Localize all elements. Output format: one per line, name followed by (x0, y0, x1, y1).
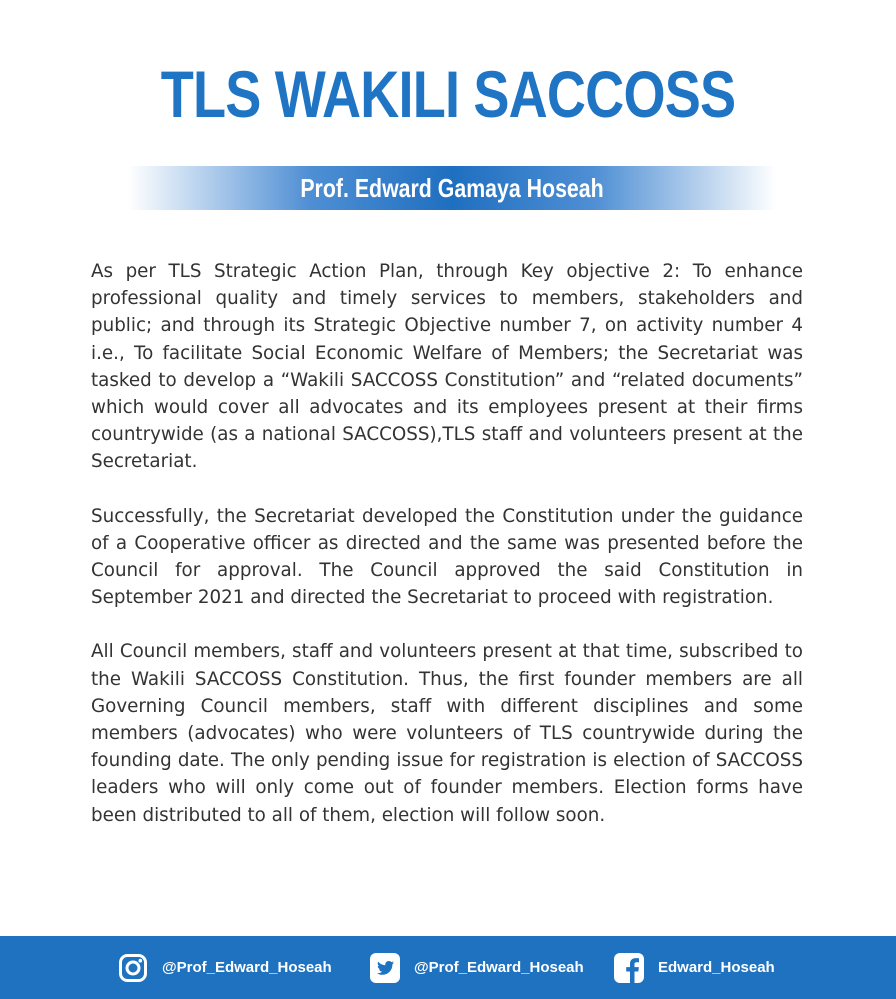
twitter-handle: @Prof_Edward_Hoseah (414, 959, 584, 976)
instagram-icon (118, 953, 148, 983)
twitter-icon (370, 953, 400, 983)
instagram-handle: @Prof_Edward_Hoseah (162, 959, 332, 976)
paragraph-1: As per TLS Strategic Action Plan, through Key objective 2: To enhance professional quality and timely services to members, stakeholders and public; and through its Strategic Objective number 7, on activity number 4 i.e., To facilitate Social Economic Welfare of Members; the Secretariat was tasked to develop a “Wakili SACCOSS Constitution” and “related documents” which would cover all advocates and its employees present at their firms countrywide (as a national SACCOSS),TLS staff and volunteers present at the Secretariat. (91, 261, 803, 473)
facebook-handle: Edward_Hoseah (658, 959, 775, 976)
author-name: Prof. Edward Gamaya Hoseah (300, 173, 604, 203)
article-body (91, 258, 803, 856)
paragraph-3: All Council members, staff and volunteers present at that time, subscribed to the Wakili SACCOSS Constitution. Thus, the first founder members are all Governing Council members, staff with different disciplines and some members (advocates) who were volunteers of TLS countrywide during the founding date. The only pending issue for registration is election of SACCOSS leaders who will only come out of founder members. Election forms have been distributed to all of them, election will follow soon. (91, 641, 803, 826)
facebook-icon (614, 953, 644, 983)
page-title: TLS WAKILI SACCOSS (160, 57, 736, 131)
instagram-link[interactable] (118, 936, 332, 999)
social-footer (0, 936, 896, 999)
facebook-link[interactable] (614, 936, 775, 999)
twitter-link[interactable] (370, 936, 584, 999)
paragraph-2: Successfully, the Secretariat developed the Constitution under the guidance of a Cooperative officer as directed and the same was presented before the Council for approval. The Council approved the said Constitution in September 2021 and directed the Secretariat to proceed with registration. (91, 505, 803, 609)
